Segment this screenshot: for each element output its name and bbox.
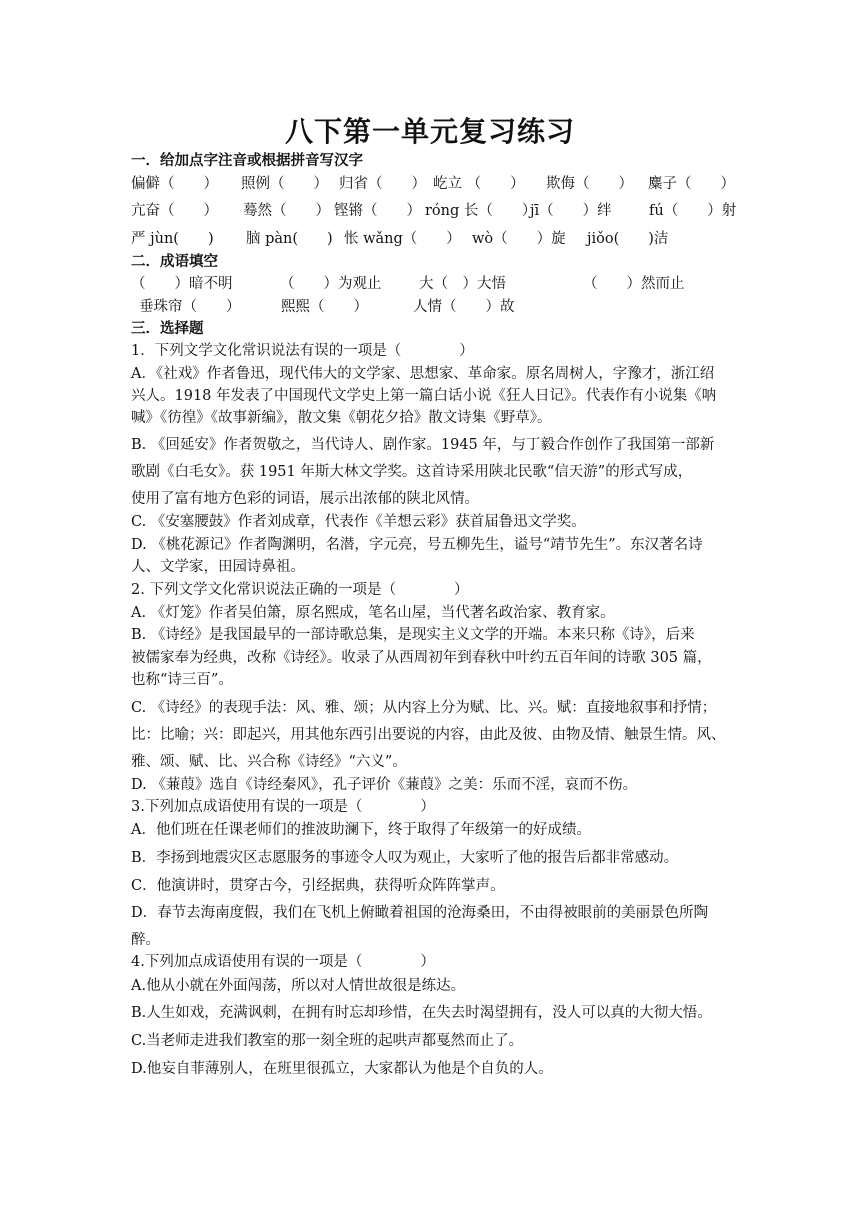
pinyin-item: 欺侮（ ） xyxy=(546,176,633,192)
question-line: C. 《安塞腰鼓》作者刘成章，代表作《羊想云彩》获首届鲁迅文学奖。 xyxy=(131,514,586,530)
question-line: C.当老师走进我们教室的那一刻全班的起哄声都戛然而止了。 xyxy=(131,1033,524,1049)
question-line: A. 《灯笼》作者吴伯箫，原名熙成，笔名山屋，当代著名政治家、教育家。 xyxy=(131,605,615,621)
question-line: 比：比喻；兴：即起兴，用其他东西引出要说的内容，由此及彼、由物及情、触景生情。风、 xyxy=(131,727,726,743)
question-line: 4.下列加点成语使用有误的一项是（ ） xyxy=(131,954,435,970)
question-line: B.人生如戏，充满讽刺，在拥有时忘却珍惜，在失去时渴望拥有，没人可以真的大彻大悟。 xyxy=(131,1005,712,1021)
pinyin-item: 照例（ ） xyxy=(241,176,328,192)
question-line: 1．下列文学文化常识说法有误的一项是（ ） xyxy=(131,343,474,359)
question-line: 2. 下列文学文化常识说法正确的一项是（ ） xyxy=(131,582,469,598)
question-line: C．他演讲时，贯穿古今，引经据典，获得听众阵阵掌声。 xyxy=(131,878,505,894)
pinyin-item: 归省（ ） xyxy=(339,176,426,192)
question-line: 使用了富有地方色彩的词语，展示出浓郁的陕北风情。 xyxy=(131,491,479,507)
pinyin-item: 亢奋（ ） xyxy=(131,203,218,219)
pinyin-item: 铿锵（ ） xyxy=(334,203,421,219)
idiom-item: （ ）然而止 xyxy=(583,276,685,292)
idiom-item: 熙熙（ ） xyxy=(281,299,368,315)
pinyin-item: 严 jùn( ) xyxy=(131,231,214,247)
pinyin-item: wò（ ）旋 xyxy=(472,231,566,247)
question-line: A.他从小就在外面闯荡，所以对人情世故很是练达。 xyxy=(131,978,466,994)
question-line: 兴人。1918 年发表了中国现代文学史上第一篇白话小说《狂人日记》。代表作有小说集《呐 xyxy=(131,388,717,404)
question-line: 醉。 xyxy=(131,932,160,948)
question-line: B．李扬到地震灾区志愿服务的事迹令人叹为观止，大家听了他的报告后都非常感动。 xyxy=(131,850,679,866)
section-3-heading: 三．选择题 xyxy=(131,320,204,337)
question-line: D．春节去海南度假，我们在飞机上俯瞰着祖国的沧海桑田，不由得被眼前的美丽景色所陶 xyxy=(131,905,709,921)
question-line: B. 《回延安》作者贺敬之，当代诗人、剧作家。1945 年，与丁毅合作创作了我国第一部新 xyxy=(131,437,715,453)
pinyin-item: 怅 wǎng（ ） xyxy=(344,231,461,247)
question-line: 喊》《彷徨》《故事新编》，散文集《朝花夕拾》散文诗集《野草》。 xyxy=(131,410,552,426)
question-line: B. 《诗经》是我国最早的一部诗歌总集，是现实主义文学的开端。本来只称《诗》，后来 xyxy=(131,627,695,643)
pinyin-item: jī（ ）绊 xyxy=(530,203,612,219)
question-line: 人、文学家，田园诗鼻祖。 xyxy=(131,559,305,575)
question-line: D. 《蒹葭》选自《诗经秦风》，孔子评价《蒹葭》之美：乐而不淫，哀而不伤。 xyxy=(131,777,638,793)
question-line: D.他妄自菲薄别人，在班里很孤立，大家都认为他是个自负的人。 xyxy=(131,1061,553,1077)
idiom-item: 垂珠帘（ ） xyxy=(139,299,241,315)
pinyin-item: jiǒo( )洁 xyxy=(587,231,669,247)
section-1-heading: 一．给加点字注音或根据拼音写汉字 xyxy=(131,152,363,169)
question-line: 也称“诗三百”。 xyxy=(131,672,233,688)
pinyin-item: 屹立 （ ） xyxy=(433,176,525,192)
question-line: 3.下列加点成语使用有误的一项是（ ） xyxy=(131,799,435,815)
question-line: A．他们班在任课老师们的推波助澜下，终于取得了年级第一的好成绩。 xyxy=(131,822,591,838)
idiom-item: （ ）暗不明 xyxy=(131,276,233,292)
page-title: 八下第一单元复习练习 xyxy=(284,115,575,148)
pinyin-item: róng 长（ ） xyxy=(425,203,537,219)
pinyin-item: 偏僻（ ） xyxy=(131,176,218,192)
question-line: 被儒家奉为经典，改称《诗经》。收录了从西周初年到春秋中叶约五百年间的诗歌 305 篇， xyxy=(131,650,712,666)
question-line: 雅、颂、赋、比、兴合称《诗经》“六义”。 xyxy=(131,754,407,770)
pinyin-item: 脑 pàn( ) xyxy=(246,231,333,247)
idiom-item: （ ）为观止 xyxy=(280,276,382,292)
question-line: C. 《诗经》的表现手法：风、雅、颂；从内容上分为赋、比、兴。赋：直接地叙事和抒情； xyxy=(131,700,717,716)
idiom-item: 大（ ）大悟 xyxy=(419,276,506,292)
idiom-item: 人情（ ）故 xyxy=(413,299,515,315)
question-line: 歌剧《白毛女》。获 1951 年斯大林文学奖。这首诗采用陕北民歌“信天游”的形式写成， xyxy=(131,464,693,480)
question-line: D. 《桃花源记》作者陶渊明，名潜，字元亮，号五柳先生，谥号“靖节先生”。东汉著名诗 xyxy=(131,537,703,553)
pinyin-item: 蓦然（ ） xyxy=(243,203,330,219)
pinyin-item: fú（ ）射 xyxy=(649,203,737,219)
pinyin-item: 麋子（ ） xyxy=(648,176,735,192)
section-2-heading: 二．成语填空 xyxy=(131,253,218,270)
question-line: A．《社戏》作者鲁迅，现代伟大的文学家、思想家、革命家。原名周树人，字豫才，浙江绍 xyxy=(131,366,715,382)
